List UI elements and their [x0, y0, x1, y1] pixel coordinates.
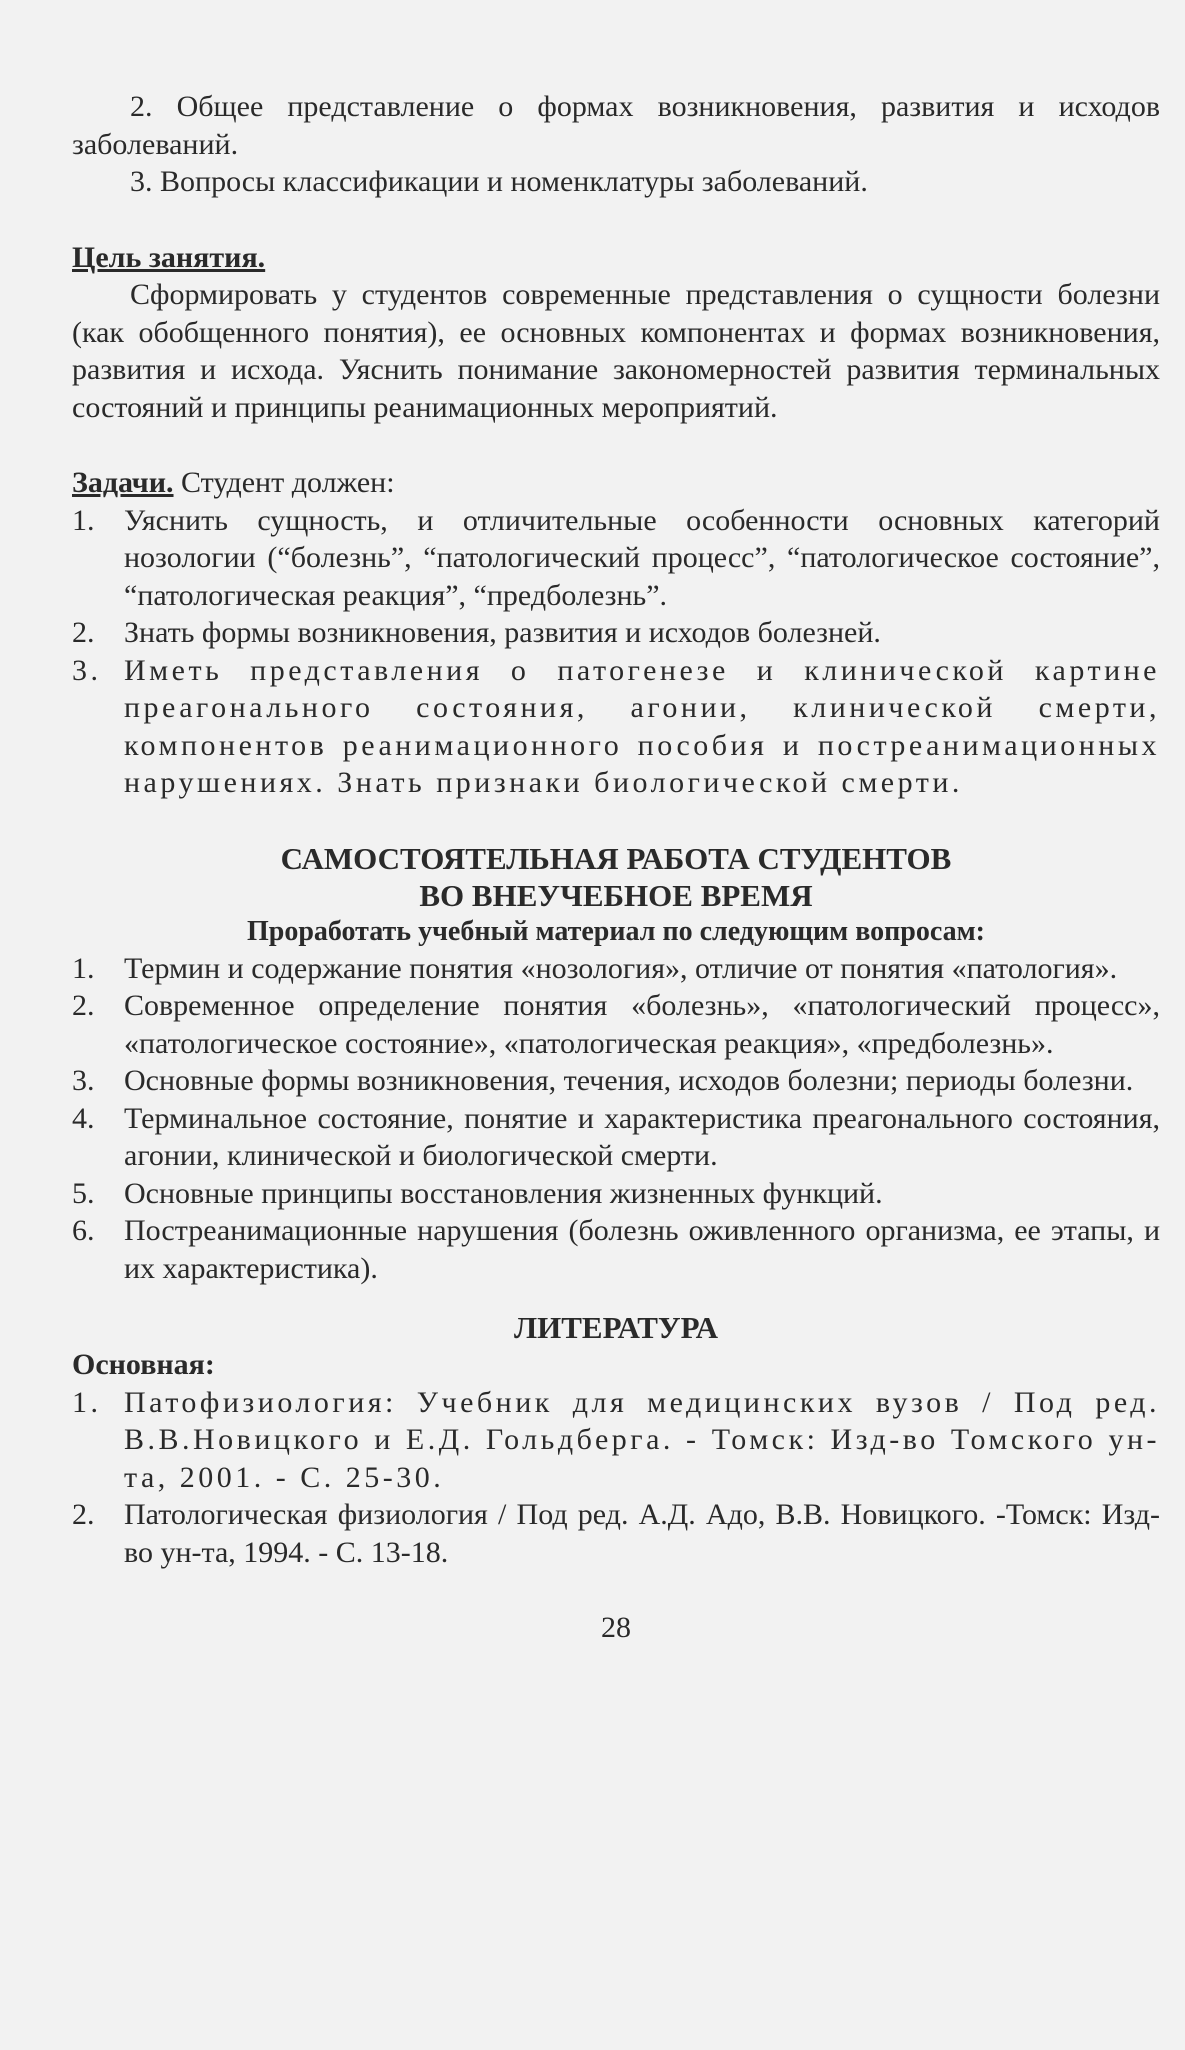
- list-item-number: 2.: [72, 1498, 95, 1531]
- list-item-number: 4.: [72, 1101, 95, 1135]
- list-item-text: Патологическая физиология / Под ред. А.Д. Адо, В.В. Новицкого. -Томск: Изд-во ун-та, 1994. - С. 13-18.: [124, 1498, 1160, 1569]
- list-item-text: Основные формы возникновения, течения, исходов болезни; периоды болезни.: [124, 1064, 1134, 1097]
- list-item-number: 3.: [72, 1064, 95, 1097]
- goal-text: Сформировать у студентов современные представления о сущности болезни (как обобщенного понятия), ее основных компонентах и формах возникновения, развития и исхода. Уяснить понимание закономерностей развития терминальных состояний и принципы реанимационных мероприятий.: [72, 278, 1160, 424]
- self-work-list-item: [72, 1175, 1160, 1213]
- tasks-heading-line: [72, 464, 1160, 502]
- tasks-list-item: [72, 652, 1160, 802]
- literature-section: [72, 1309, 1160, 1571]
- literature-list-item: [72, 1384, 1160, 1497]
- list-item-text: Современное определение понятия «болезнь», «патологический процесс», «патологическое состояние», «патологическая реакция», «предболезнь».: [124, 989, 1160, 1060]
- intro-section: [72, 88, 1160, 201]
- list-item-text: Терминальное состояние, понятие и характеристика преагонального состояния, агонии, клинической и биологической смерти.: [124, 1101, 1160, 1172]
- tasks-lead: Студент должен:: [173, 466, 395, 499]
- list-item-number: 1.: [72, 951, 95, 985]
- literature-title: ЛИТЕРАТУРА: [514, 1310, 718, 1345]
- self-work-title-line2: ВО ВНЕУЧЕБНОЕ ВРЕМЯ: [419, 877, 813, 913]
- self-work-list: [72, 950, 1160, 1288]
- literature-main-heading: Основная:: [72, 1348, 215, 1381]
- self-work-list-item: [72, 1062, 1160, 1100]
- list-item-text: Знать формы возникновения, развития и исходов болезней.: [124, 616, 881, 649]
- tasks-list-item: [72, 614, 1160, 652]
- self-work-title-line1: САМОСТОЯТЕЛЬНАЯ РАБОТА СТУДЕНТОВ: [280, 840, 952, 876]
- list-item-number: 1.: [72, 503, 95, 537]
- tasks-list-item: [72, 502, 1160, 615]
- self-work-section: [72, 840, 1160, 1288]
- list-item-number: 6.: [72, 1214, 95, 1247]
- goal-heading: Цель занятия.: [72, 240, 266, 274]
- list-item-number: 1.: [72, 1385, 102, 1419]
- literature-list-item: [72, 1496, 1160, 1571]
- list-item-number: 3.: [72, 653, 102, 687]
- list-item-text: Патофизиология: Учебник для медицинских вузов / Под ред. В.В.Новицкого и Е.Д. Гольдберга. - Томск: Изд-во Томского ун-та, 2001. - С. 25-30.: [124, 1385, 1160, 1494]
- self-work-list-item: [72, 950, 1160, 988]
- literature-list: [72, 1384, 1160, 1572]
- intro-item-3: 3. Вопросы классификации и номенклатуры заболеваний.: [130, 165, 868, 198]
- self-work-list-item: [72, 987, 1160, 1062]
- self-work-list-item: [72, 1100, 1160, 1175]
- list-item-number: 2.: [72, 989, 95, 1022]
- intro-item-2: 2. Общее представление о формах возникновения, развития и исходов заболеваний.: [72, 90, 1160, 161]
- goal-section: [72, 239, 1160, 427]
- list-item-number: 2.: [72, 616, 95, 649]
- tasks-section: [72, 464, 1160, 802]
- self-work-list-item: [72, 1212, 1160, 1287]
- list-item-text: Основные принципы восстановления жизненных функций.: [124, 1176, 883, 1210]
- list-item-text: Термин и содержание понятия «нозология», отличие от понятия «патология».: [124, 951, 1118, 985]
- page-number: 28: [601, 1611, 631, 1644]
- tasks-heading: Задачи.: [72, 466, 174, 499]
- tasks-list: [72, 502, 1160, 802]
- list-item-text: Постреанимационные нарушения (болезнь оживленного организма, ее этапы, и их характеристика).: [124, 1214, 1160, 1285]
- list-item-number: 5.: [72, 1176, 95, 1210]
- list-item-text: Уяснить сущность, и отличительные особенности основных категорий нозологии (“болезнь”, “патологический процесс”, “патологическое состояние”, “патологическая реакция”, “предболезнь”.: [124, 503, 1160, 612]
- list-item-text: Иметь представления о патогенезе и клинической картине преагонального состояния, агонии, клинической смерти, компонентов реанимационного пособия и постреанимационных нарушениях. Знать признаки биологической смерти.: [124, 653, 1160, 799]
- self-work-subtitle: Проработать учебный материал по следующим вопросам:: [247, 915, 985, 947]
